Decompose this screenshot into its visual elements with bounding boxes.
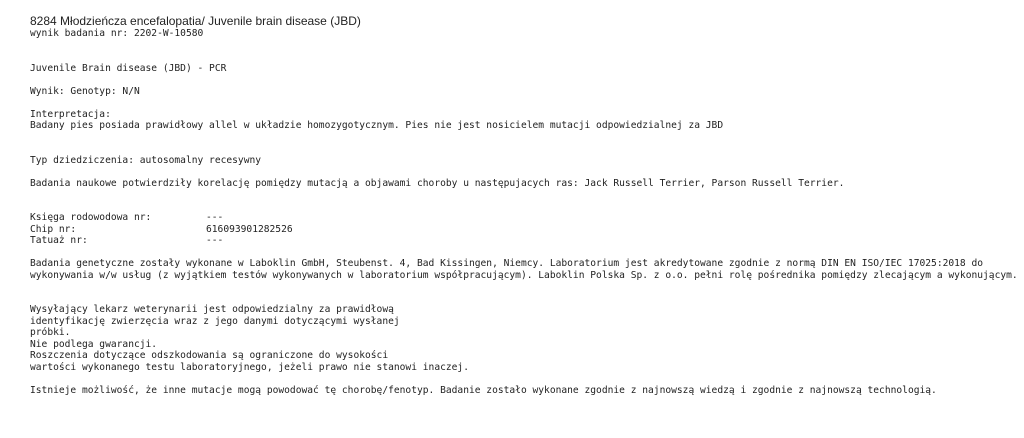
identification-block	[30, 212, 1020, 247]
disclaimer-line: próbki.	[30, 327, 71, 338]
lab-info: Badania genetyczne zostały wykonane w Laboklin GmbH, Steubenst. 4, Bad Kissingen, Niemcy. Laboratorium jest akredytowane zgodnie z normą DIN EN ISO/IEC 17025:2018 do wykonywania w/w usług (z wyjątkiem testów wykonywanych w laboratorium współpracującym). Laboklin Polska Sp. z o.o. pełni rolę pośrednika pomiędzy zlecającym a wykonującym.	[30, 258, 1018, 281]
test-result: Wynik: Genotyp: N/N	[30, 85, 140, 97]
test-name: Juvenile Brain disease (JBD) - PCR	[30, 62, 227, 74]
interpretation-text: Badany pies posiada prawidłowy allel w układzie homozygotycznym. Pies nie jest nosicielem mutacji odpowiedzialnej za JBD	[30, 120, 724, 131]
id-row-chip	[30, 224, 1020, 236]
pedigree-value: ---	[206, 212, 224, 223]
disclaimer-line: wartości wykonanego testu laboratoryjnego, jeżeli prawo nie stanowi inaczej.	[30, 361, 469, 373]
id-row-tattoo	[30, 235, 1020, 247]
id-row-pedigree	[30, 212, 1020, 224]
disclaimer-block	[30, 304, 1020, 373]
report-title: 8284 Młodzieńcza encefalopatia/ Juvenile brain disease (JBD)	[30, 14, 361, 28]
research-note: Badania naukowe potwierdziły korelację pomiędzy mutacją a objawami choroby u następujacych ras: Jack Russell Terrier, Parson Russell Terrier.	[30, 177, 845, 189]
lab-report	[30, 14, 1020, 396]
disclaimer-line: Wysyłający lekarz weterynarii jest odpowiedzialny za prawidłową	[30, 304, 394, 315]
tattoo-value: ---	[206, 235, 224, 246]
tattoo-label: Tatuaż nr:	[30, 235, 88, 246]
pedigree-label: Księga rodowodowa nr:	[30, 212, 152, 223]
disclaimer-line: Nie podlega gwarancji.	[30, 338, 158, 350]
chip-label: Chip nr:	[30, 223, 77, 235]
disclaimer-line: identyfikację zwierzęcia wraz z jego danymi dotyczącymi wysłanej	[30, 315, 400, 327]
interpretation-label: Interpretacja:	[30, 108, 111, 120]
chip-value: 616093901282526	[206, 223, 293, 235]
mutation-note: Istnieje możliwość, że inne mutacje mogą powodować tę chorobę/fenotyp. Badanie zostało wykonane zgodnie z najnowszą wiedzą i zgodnie z najnowszą technologią.	[30, 384, 937, 396]
inheritance-type: Typ dziedziczenia: autosomalny recesywny	[30, 154, 262, 166]
disclaimer-line: Roszczenia dotyczące odszkodowania są ograniczone do wysokości	[30, 350, 389, 361]
result-number: wynik badania nr: 2202-W-10580	[30, 28, 204, 39]
